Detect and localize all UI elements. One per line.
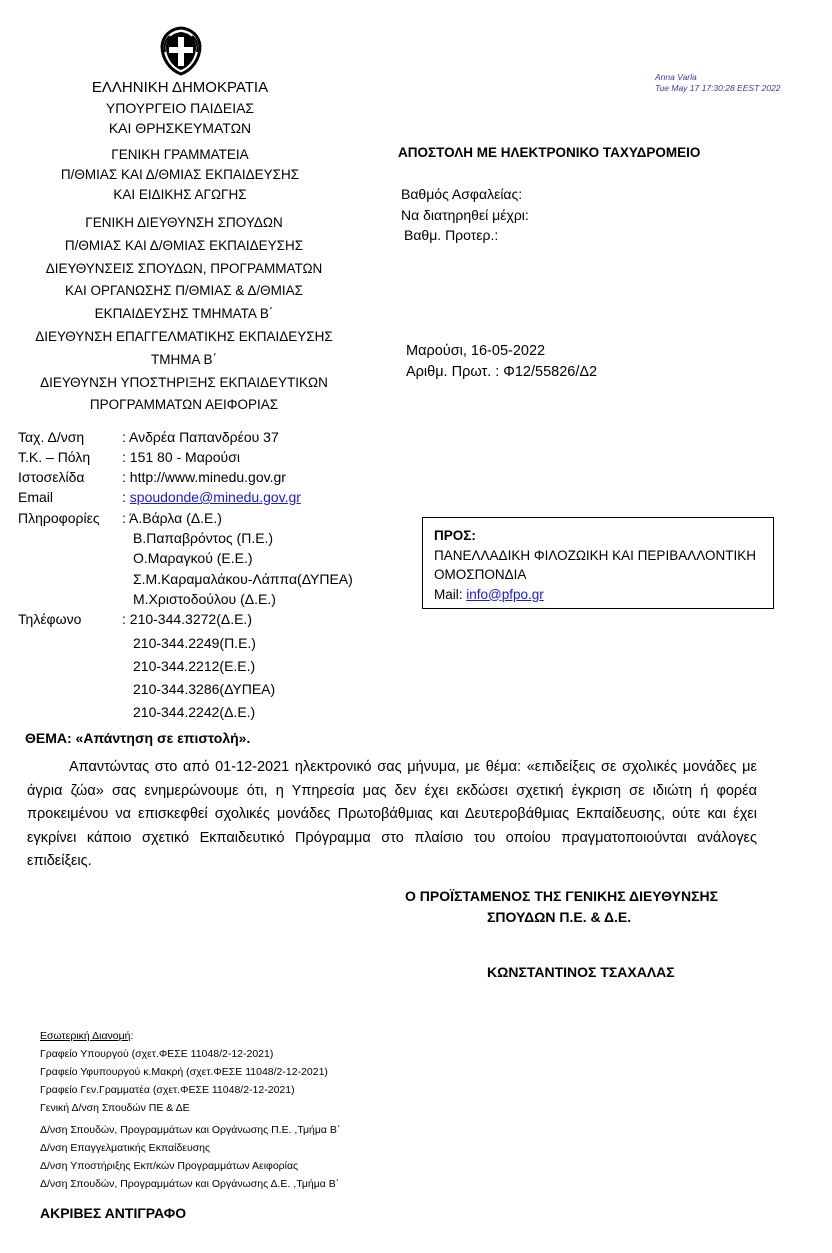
phone-prefix: : (122, 611, 130, 627)
priority-level: Βαθμ. Προτερ.: (404, 227, 499, 243)
directorate-line: ΚΑΙ ΟΡΓΑΝΩΣΗΣ Π/ΘΜΙΑΣ & Δ/ΘΜΙΑΣ (65, 283, 303, 299)
info-person: Ά.Βάρλα (Δ.Ε.) (129, 510, 222, 526)
directorate-line: ΓΕΝΙΚΗ ΔΙΕΥΘΥΝΣΗ ΣΠΟΥΔΩΝ (85, 215, 283, 230)
info-person: Μ.Χριστοδούλου (Δ.Ε.) (133, 591, 276, 607)
reference-block (406, 341, 597, 383)
delivery-method: ΑΠΟΣΤΟΛΗ ΜΕ ΗΛΕΚΤΡΟΝΙΚΟ ΤΑΧΥΔΡΟΜΕΙΟ (398, 145, 701, 160)
recipient-name-cont: ΟΜΟΣΠΟΝΔΙΑ (434, 567, 527, 582)
country-name: ΕΛΛΗΝΙΚΗ ΔΗΜΟΚΡΑΤΙΑ (91, 79, 269, 96)
address-row (18, 427, 279, 447)
phone-number: 210-344.3286(ΔΥΠΕΑ) (133, 681, 276, 697)
protocol-number: Αριθμ. Πρωτ. : Φ12/55826/Δ2 (406, 364, 598, 380)
directorate-line: Π/ΘΜΙΑΣ ΚΑΙ Δ/ΘΜΙΑΣ ΕΚΠΑΙΔΕΥΣΗΣ (64, 237, 304, 253)
info-prefix: : (122, 510, 130, 526)
phone-label: Τηλέφωνο (18, 611, 82, 627)
directorate-line: ΔΙΕΥΘΥΝΣΗ ΥΠΟΣΤΗΡΙΞΗΣ ΕΚΠΑΙΔΕΥΤΙΚΩΝ (40, 374, 328, 390)
internal-distribution (40, 1027, 340, 1193)
distribution-item: Γραφείο Υφυπουργού κ.Μακρή (σχετ.ΦΕΣΕ 11048/2-12-2021) (40, 1066, 328, 1078)
recipient-label: ΠΡΟΣ: (434, 528, 476, 543)
directorate-line: ΔΙΕΥΘΥΝΣΕΙΣ ΣΠΟΥΔΩΝ, ΠΡΟΓΡΑΜΜΑΤΩΝ (45, 260, 323, 276)
website-row (18, 467, 286, 487)
distribution-item: Γραφείο Υπουργού (σχετ.ΦΕΣΕ 11048/2-12-2021) (40, 1048, 274, 1060)
phone-number: 210-344.3272(Δ.Ε.) (129, 611, 252, 627)
classification-block (401, 184, 529, 246)
retention-period: Να διατηρηθεί μέχρι: (401, 206, 529, 223)
distribution-title-colon: : (130, 1030, 134, 1042)
distribution-item: Δ/νση Σπουδών, Προγραμμάτων και Οργάνωσης Π.Ε. ,Τμήμα Β΄ (40, 1124, 341, 1136)
phone-number: 210-344.2249(Π.Ε.) (133, 635, 256, 651)
postcode-value: : 151 80 - Μαρούσι (122, 449, 240, 465)
secretariat-line: ΚΑΙ ΕΙΔΙΚΗΣ ΑΓΩΓΗΣ (113, 187, 247, 202)
website-label: Ιστοσελίδα (18, 469, 85, 485)
email-row (18, 487, 301, 507)
mail-label: Mail: (434, 586, 467, 602)
phone-row (18, 609, 252, 629)
email-link[interactable]: spoudonde@minedu.gov.gr (129, 489, 301, 505)
signatory-title: Ο ΠΡΟΪΣΤΑΜΕΝΟΣ ΤΗΣ ΓΕΝΙΚΗΣ ΔΙΕΥΘΥΝΣΗΣ (405, 888, 718, 904)
greek-coat-of-arms-seal (156, 26, 206, 76)
review-annotation (655, 72, 781, 94)
info-person: Β.Παπαβρόντος (Π.Ε.) (133, 530, 274, 546)
website-value: : http://www.minedu.gov.gr (122, 469, 286, 485)
certified-copy-stamp: ΑΚΡΙΒΕΣ ΑΝΤΙΓΡΑΦΟ (40, 1205, 187, 1221)
directorate-header (14, 212, 354, 417)
secretariat-line: Π/ΘΜΙΑΣ ΚΑΙ Δ/ΘΜΙΑΣ ΕΚΠΑΙΔΕΥΣΗΣ (60, 167, 300, 182)
signatory-title-cont: ΣΠΟΥΔΩΝ Π.Ε. & Δ.Ε. (487, 909, 632, 925)
postcode-label: Τ.Κ. – Πόλη (18, 449, 91, 465)
secretariat-line: ΓΕΝΙΚΗ ΓΡΑΜΜΑΤΕΙΑ (111, 147, 249, 162)
address-label: Ταχ. Δ/νση (18, 429, 85, 445)
letter-body: Απαντώντας στο από 01-12-2021 ηλεκτρονικό σας μήνυμα, με θέμα: «επιδείξεις σε σχολικές μονάδες με άγρια ζώα» σας ενημερώνουμε ότι, η Υπηρεσία μας δεν έχει εκδώσει σχετική έγκριση σε ιδιώτη ή φορέα προκειμένου να επισκεφθεί σχολικές μονάδες Πρωτοβάθμιας και Δευτεροβάθμιας Εκπαίδευσης, ούτε και έχει εγκρίνει κάποιο σχετικό Εκπαιδευτικό Πρόγραμμα στο πλαίσιο του οποίου πραγματοποιούνται ανάλογες επιδείξεις. (27, 759, 757, 869)
recipient-mail (434, 585, 773, 605)
ministry-name: ΥΠΟΥΡΓΕΙΟ ΠΑΙΔΕΙΑΣ (105, 100, 255, 116)
email-prefix: : (122, 489, 130, 505)
address-value: : Ανδρέα Παπανδρέου 37 (122, 429, 279, 445)
phone-number: 210-344.2212(Ε.Ε.) (133, 658, 256, 674)
info-person: Ο.Μαραγκού (Ε.Ε.) (133, 550, 253, 566)
recipient-box (422, 517, 774, 609)
distribution-item: Δ/νση Υποστήριξης Εκπ/κών Προγραμμάτων Αειφορίας (40, 1160, 299, 1172)
recipient-name: ΠΑΝΕΛΛΑΔΙΚΗ ΦΙΛΟΖΩΙΚΗ ΚΑΙ ΠΕΡΙΒΑΛΛΟΝΤΙΚΗ (434, 547, 756, 563)
email-label: Email (18, 489, 54, 505)
distribution-title-text: Εσωτερική Διανομή (40, 1030, 131, 1042)
signatory-name: ΚΩΝΣΤΑΝΤΙΝΟΣ ΤΣΑΧΑΛΑΣ (487, 964, 675, 980)
info-row (18, 508, 222, 528)
distribution-item: Δ/νση Σπουδών, Προγραμμάτων και Οργάνωσης Δ.Ε. ,Τμήμα Β΄ (40, 1178, 340, 1190)
distribution-title (40, 1027, 340, 1045)
subject-line: ΘΕΜΑ: «Απάντηση σε επιστολή». (25, 730, 251, 746)
phone-number: 210-344.2242(Δ.Ε.) (133, 704, 256, 720)
ministry-name-cont: ΚΑΙ ΘΡΗΣΚΕΥΜΑΤΩΝ (108, 120, 252, 136)
directorate-line: ΠΡΟΓΡΑΜΜΑΤΩΝ ΑΕΙΦΟΡΙΑΣ (89, 397, 279, 413)
ministry-header (60, 78, 300, 138)
distribution-item: Δ/νση Επαγγελματικής Εκπαίδευσης (40, 1142, 211, 1154)
directorate-line: ΤΜΗΜΑ Β΄ (151, 351, 217, 367)
security-level: Βαθμός Ασφαλείας: (401, 186, 523, 202)
place-date: Μαρούσι, 16-05-2022 (406, 343, 546, 359)
directorate-line: ΔΙΕΥΘΥΝΣΗ ΕΠΑΓΓΕΛΜΑΤΙΚΗΣ ΕΚΠΑΙΔΕΥΣΗΣ (35, 328, 333, 344)
info-label: Πληροφορίες (18, 510, 100, 526)
secretariat-header (40, 145, 320, 205)
annotation-author: Anna Varla (655, 72, 697, 82)
recipient-mail-link[interactable]: info@pfpo.gr (466, 586, 544, 602)
postcode-row (18, 447, 240, 467)
distribution-item: Γραφείο Γεν.Γραμματέα (σχετ.ΦΕΣΕ 11048/2-12-2021) (40, 1084, 295, 1096)
directorate-line: ΕΚΠΑΙΔΕΥΣΗΣ ΤΜΗΜΑΤΑ Β΄ (94, 306, 274, 322)
distribution-item: Γενική Δ/νση Σπουδών ΠΕ & ΔΕ (40, 1102, 190, 1114)
annotation-timestamp: Tue May 17 17:30:28 EEST 2022 (655, 83, 781, 93)
info-person: Σ.Μ.Καραμαλάκου-Λάππα(ΔΥΠΕΑ) (133, 571, 353, 587)
